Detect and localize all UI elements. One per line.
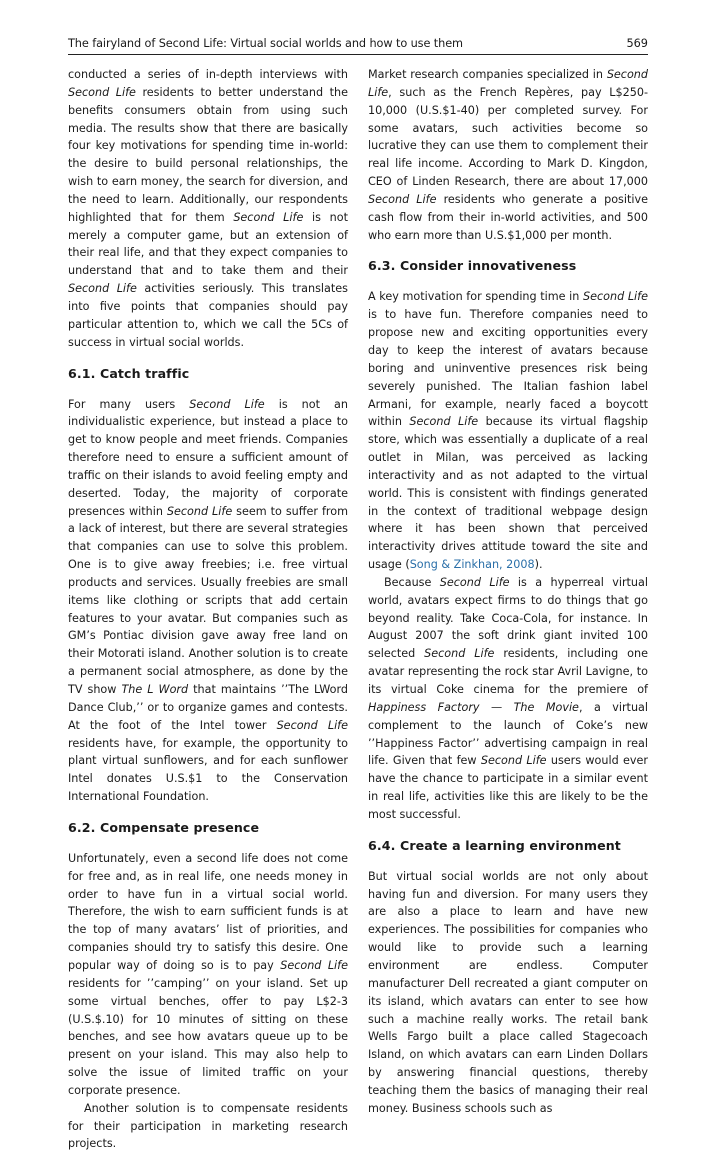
paragraph-hyperreal: Because Second Life is a hyperreal virtual world, avatars expect firms to do things that go beyond reality. Take Coca-Cola, for instance. In August 2007 the soft drink giant invited 100 selected Second Life residents, including one avatar representing the rock star Avril Lavigne, to its virtual Coke cinema for the premiere of Happiness Factory — The Movie, a virtual complement to the launch of Coke’s new ’’Happiness Factor’’ advertising campaign in real life. Given that few Second Life users would ever have the chance to participate in a similar event in real life, activities like this are likely to be the most successful.: [368, 575, 649, 821]
citation-link[interactable]: Song & Zinkhan, 2008: [409, 558, 535, 572]
right-column: [368, 66, 648, 1118]
section-heading-6-1: 6.1. Catch traffic: [68, 365, 190, 381]
section-heading-6-4: 6.4. Create a learning environment: [368, 837, 621, 853]
paragraph-learning-environment: But virtual social worlds are not only about having fun and diversion. For many users they are also a place to learn and have new experiences. The possibilities for companies who would like to provide such a learning environment are endless. Computer manufacturer Dell recreated a giant computer on its island, which avatars can enter to see how such a machine really works. The retail bank Wells Fargo built a place called Stagecoach Island, on which avatars can earn Linden Dollars by answering financial questions, thereby teaching them the basics of managing their real money. Business schools such as: [368, 869, 648, 1115]
page-number: 569: [626, 37, 648, 50]
section-heading-6-3: 6.3. Consider innovativeness: [368, 258, 577, 274]
paragraph-market-research: Market research companies specialized in Second Life, such as the French Repères, pay L$250-10,000 (U.S.$1-40) per completed survey. For some avatars, such activities become so lucrative they can use them to complement their real life income. According to Mark D. Kingdon, CEO of Linden Research, there are about 17,000 Second Life residents who generate a positive cash flow from their in-world activities, and 500 who earn more than U.S.$1,000 per month.: [368, 68, 648, 242]
paragraph-innovativeness-text: A key motivation for spending time in Second Life is to have fun. Therefore companies need to propose new and exciting opportunities every day to keep the interest of avatars because boring and uninventive presences risk being severely punished. The Italian fashion label Armani, for example, nearly faced a boycott within Second Life because its virtual flagship store, which was essentially a duplicate of a real outlet in Milan, was perceived as lacking interactivity and as not adapted to the virtual world. This is consistent with findings generated in the context of traditional webpage design where it has been shown that perceived interactivity drives attitude toward the site and usage (: [368, 290, 648, 572]
section-heading-6-2: 6.2. Compensate presence: [68, 819, 260, 835]
paragraph-compensate-research: Another solution is to compensate residents for their participation in marketing research projects.: [68, 1101, 348, 1151]
running-title: The fairyland of Second Life: Virtual social worlds and how to use them: [68, 37, 463, 50]
paragraph-innovativeness: [368, 288, 648, 574]
paragraph-compensate-presence: Unfortunately, even a second life does not come for free and, as in real life, one needs money in order to have fun in a virtual social world. Therefore, the wish to earn sufficient funds is at the top of many avatars’ list of priorities, and companies should try to satisfy this desire. One popular way of doing so is to pay Second Life residents for ’’camping’’ on your island. Set up some virtual benches, offer to pay L$2-3 (U.S.$.10) for 10 minutes of sitting on these benches, and see how avatars queue up to be present on your island. This may also help to solve the issue of limited traffic on your corporate presence.: [68, 851, 348, 1097]
running-header: [68, 34, 648, 55]
paragraph-innovativeness-end: ).: [534, 558, 543, 572]
paragraph-intro: conducted a series of in-depth interviews with Second Life residents to better understand the benefits consumers obtain from using such media. The results show that there are basically four key motivations for spending time in-world: the desire to build personal relationships, the wish to earn money, the search for diversion, and the need to learn. Additionally, our respondents highlighted that for them Second Life is not merely a computer game, but an extension of their real life, and that they expect companies to understand that and to take them and their Second Life activities seriously. This translates into five points that companies should pay particular attention to, which we call the 5Cs of success in virtual social worlds.: [68, 68, 348, 349]
left-column: [68, 66, 348, 1153]
paragraph-catch-traffic: For many users Second Life is not an individualistic experience, but instead a place to get to know people and meet friends. Companies therefore need to ensure a sufficient amount of traffic on their islands to avoid feeling empty and deserted. Today, the majority of corporate presences within Second Life seem to suffer from a lack of interest, but there are several strategies that companies can use to solve this problem. One is to give away freebies; i.e. free virtual products and services. Usually freebies are small items like clothing or scripts that add certain features to your avatar. But companies such as GM’s Pontiac division gave away free land on their Motorati island. Another solution is to create a permanent social atmosphere, as done by the TV show The L Word that maintains ’’The LWord Dance Club,’’ or to organize games and contests. At the foot of the Intel tower Second Life residents have, for example, the opportunity to plant virtual sunflowers, and for each sunflower Intel donates U.S.$1 to the Conservation International Foundation.: [68, 397, 349, 804]
